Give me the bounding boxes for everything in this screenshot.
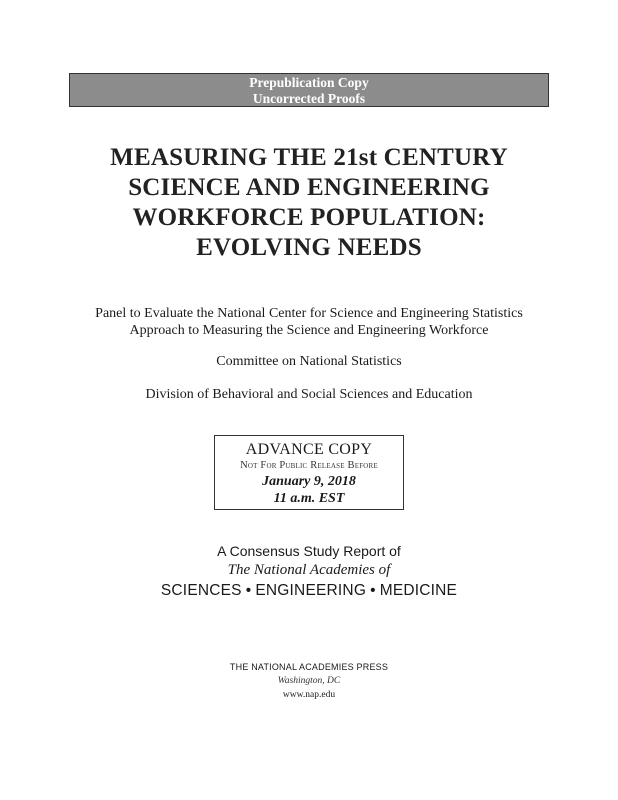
report-title [0, 143, 618, 263]
release-time: 11 a.m. EST [273, 491, 345, 506]
title-line-2: SCIENCE AND ENGINEERING [128, 174, 490, 201]
wordmark-medicine: MEDICINE [379, 582, 458, 599]
wordmark-engineering: ENGINEERING [255, 582, 367, 599]
panel-name [0, 305, 618, 339]
title-line-3: WORKFORCE POPULATION: [132, 204, 486, 231]
division-name: Division of Behavioral and Social Sciences and Education [145, 387, 473, 402]
release-date: January 9, 2018 [262, 474, 356, 489]
press-url: www.nap.edu [282, 690, 336, 700]
academies-wordmark [0, 580, 618, 602]
panel-line-1: Panel to Evaluate the National Center for Science and Engineering Statistics [95, 306, 523, 321]
press-name: THE NATIONAL ACADEMIES PRESS [229, 662, 389, 672]
prepublication-banner [69, 73, 549, 107]
title-line-4: EVOLVING NEEDS [196, 234, 422, 261]
title-line-1: MEASURING THE 21st CENTURY [110, 144, 508, 171]
consensus-study-line: A Consensus Study Report of [217, 543, 401, 559]
banner-line-1: Prepublication Copy [249, 75, 369, 90]
press-city: Washington, DC [277, 676, 341, 686]
committee-name: Committee on National Statistics [216, 354, 402, 369]
advance-copy-box [214, 435, 404, 510]
panel-line-2: Approach to Measuring the Science and Engineering Workforce [129, 323, 489, 338]
national-academies-line: The National Academies of [227, 562, 391, 578]
wordmark-separator: • [245, 582, 252, 599]
wordmark-sciences: SCIENCES [160, 582, 242, 599]
banner-line-2: Uncorrected Proofs [252, 91, 366, 106]
release-notice: Not For Public Release Before [240, 460, 378, 471]
advance-copy-heading: ADVANCE COPY [245, 441, 373, 458]
wordmark-separator: • [370, 582, 376, 599]
